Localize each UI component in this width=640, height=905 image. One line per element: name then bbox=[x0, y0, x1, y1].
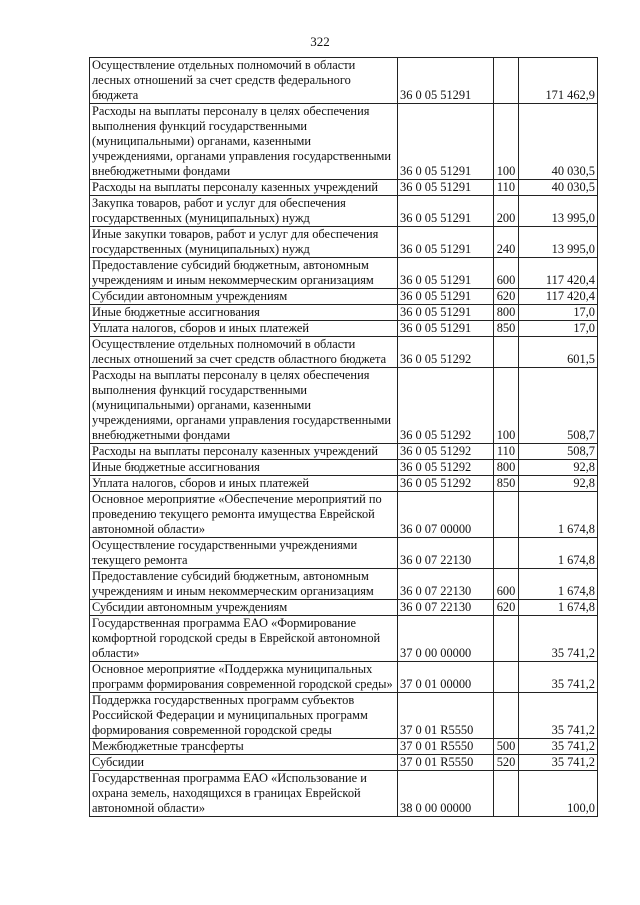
expense-type-cell: 620 bbox=[494, 289, 519, 305]
target-code-cell: 36 0 05 51292 bbox=[398, 368, 494, 444]
target-code-cell: 36 0 05 51291 bbox=[398, 321, 494, 337]
amount-cell: 508,7 bbox=[519, 368, 598, 444]
table-row bbox=[90, 616, 598, 662]
table-row bbox=[90, 538, 598, 569]
table-row bbox=[90, 227, 598, 258]
table-row bbox=[90, 196, 598, 227]
amount-cell: 1 674,8 bbox=[519, 600, 598, 616]
amount-cell: 35 741,2 bbox=[519, 755, 598, 771]
expense-name-cell: Субсидии автономным учреждениям bbox=[90, 600, 398, 616]
expense-type-cell bbox=[494, 538, 519, 569]
table-row bbox=[90, 444, 598, 460]
table-row bbox=[90, 258, 598, 289]
expense-type-cell: 100 bbox=[494, 104, 519, 180]
amount-cell: 35 741,2 bbox=[519, 662, 598, 693]
expense-name-cell: Основное мероприятие «Обеспечение мероприятий по проведению текущего ремонта имущества Еврейской автономной области» bbox=[90, 492, 398, 538]
expense-name-cell: Уплата налогов, сборов и иных платежей bbox=[90, 476, 398, 492]
expense-type-cell: 620 bbox=[494, 600, 519, 616]
target-code-cell: 36 0 07 22130 bbox=[398, 569, 494, 600]
amount-cell: 17,0 bbox=[519, 321, 598, 337]
expense-type-cell: 500 bbox=[494, 739, 519, 755]
amount-cell: 13 995,0 bbox=[519, 227, 598, 258]
expense-type-cell bbox=[494, 771, 519, 817]
amount-cell: 1 674,8 bbox=[519, 538, 598, 569]
target-code-cell: 36 0 05 51291 bbox=[398, 104, 494, 180]
amount-cell: 35 741,2 bbox=[519, 739, 598, 755]
target-code-cell: 36 0 05 51291 bbox=[398, 305, 494, 321]
expense-type-cell: 100 bbox=[494, 368, 519, 444]
expense-type-cell bbox=[494, 337, 519, 368]
expense-name-cell: Осуществление государственными учреждениями текущего ремонта bbox=[90, 538, 398, 569]
amount-cell: 117 420,4 bbox=[519, 258, 598, 289]
expense-type-cell: 800 bbox=[494, 460, 519, 476]
target-code-cell: 36 0 07 22130 bbox=[398, 538, 494, 569]
expense-name-cell: Иные закупки товаров, работ и услуг для обеспечения государственных (муниципальных) нужд bbox=[90, 227, 398, 258]
expense-type-cell: 850 bbox=[494, 321, 519, 337]
target-code-cell: 36 0 05 51291 bbox=[398, 289, 494, 305]
table-row bbox=[90, 337, 598, 368]
table-row bbox=[90, 739, 598, 755]
budget-table bbox=[89, 57, 598, 817]
expense-name-cell: Предоставление субсидий бюджетным, автономным учреждениям и иным некоммерческим организациям bbox=[90, 258, 398, 289]
table-row bbox=[90, 693, 598, 739]
table-row bbox=[90, 460, 598, 476]
expense-type-cell: 240 bbox=[494, 227, 519, 258]
table-row bbox=[90, 104, 598, 180]
table-row bbox=[90, 58, 598, 104]
target-code-cell: 37 0 00 00000 bbox=[398, 616, 494, 662]
target-code-cell: 36 0 05 51292 bbox=[398, 460, 494, 476]
expense-type-cell: 200 bbox=[494, 196, 519, 227]
amount-cell: 1 674,8 bbox=[519, 492, 598, 538]
amount-cell: 17,0 bbox=[519, 305, 598, 321]
expense-type-cell: 600 bbox=[494, 569, 519, 600]
target-code-cell: 37 0 01 R5550 bbox=[398, 693, 494, 739]
budget-table-body bbox=[90, 58, 598, 817]
expense-type-cell: 110 bbox=[494, 444, 519, 460]
expense-name-cell: Расходы на выплаты персоналу в целях обеспечения выполнения функций государственными (муниципальными) органами, казенными учреждениями, органами управления государственными внебюджетными фондами bbox=[90, 368, 398, 444]
amount-cell: 171 462,9 bbox=[519, 58, 598, 104]
target-code-cell: 38 0 00 00000 bbox=[398, 771, 494, 817]
expense-name-cell: Расходы на выплаты персоналу казенных учреждений bbox=[90, 180, 398, 196]
target-code-cell: 36 0 07 00000 bbox=[398, 492, 494, 538]
expense-type-cell: 600 bbox=[494, 258, 519, 289]
amount-cell: 117 420,4 bbox=[519, 289, 598, 305]
table-row bbox=[90, 289, 598, 305]
table-row bbox=[90, 476, 598, 492]
page-number: 322 bbox=[310, 34, 330, 49]
expense-type-cell bbox=[494, 58, 519, 104]
target-code-cell: 37 0 01 R5550 bbox=[398, 755, 494, 771]
expense-name-cell: Уплата налогов, сборов и иных платежей bbox=[90, 321, 398, 337]
table-row bbox=[90, 662, 598, 693]
expense-name-cell: Межбюджетные трансферты bbox=[90, 739, 398, 755]
amount-cell: 1 674,8 bbox=[519, 569, 598, 600]
target-code-cell: 36 0 05 51292 bbox=[398, 444, 494, 460]
expense-type-cell bbox=[494, 492, 519, 538]
amount-cell: 40 030,5 bbox=[519, 104, 598, 180]
expense-name-cell: Иные бюджетные ассигнования bbox=[90, 305, 398, 321]
expense-name-cell: Осуществление отдельных полномочий в области лесных отношений за счет средств федерального бюджета bbox=[90, 58, 398, 104]
table-row bbox=[90, 368, 598, 444]
expense-name-cell: Основное мероприятие «Поддержка муниципальных программ формирования современной городской среды» bbox=[90, 662, 398, 693]
table-row bbox=[90, 771, 598, 817]
target-code-cell: 36 0 07 22130 bbox=[398, 600, 494, 616]
target-code-cell: 37 0 01 R5550 bbox=[398, 739, 494, 755]
expense-name-cell: Осуществление отдельных полномочий в области лесных отношений за счет средств областного бюджета bbox=[90, 337, 398, 368]
amount-cell: 508,7 bbox=[519, 444, 598, 460]
target-code-cell: 36 0 05 51291 bbox=[398, 58, 494, 104]
target-code-cell: 36 0 05 51291 bbox=[398, 180, 494, 196]
table-row bbox=[90, 492, 598, 538]
expense-type-cell: 520 bbox=[494, 755, 519, 771]
amount-cell: 92,8 bbox=[519, 476, 598, 492]
expense-type-cell bbox=[494, 616, 519, 662]
amount-cell: 92,8 bbox=[519, 460, 598, 476]
expense-name-cell: Закупка товаров, работ и услуг для обеспечения государственных (муниципальных) нужд bbox=[90, 196, 398, 227]
target-code-cell: 36 0 05 51291 bbox=[398, 258, 494, 289]
expense-type-cell bbox=[494, 662, 519, 693]
expense-name-cell: Государственная программа ЕАО «Формирование комфортной городской среды в Еврейской автономной области» bbox=[90, 616, 398, 662]
expense-name-cell: Иные бюджетные ассигнования bbox=[90, 460, 398, 476]
table-row bbox=[90, 321, 598, 337]
expense-type-cell bbox=[494, 693, 519, 739]
amount-cell: 100,0 bbox=[519, 771, 598, 817]
table-row bbox=[90, 569, 598, 600]
table-row bbox=[90, 755, 598, 771]
amount-cell: 35 741,2 bbox=[519, 693, 598, 739]
expense-name-cell: Поддержка государственных программ субъектов Российской Федерации и муниципальных программ формирования современной городской среды bbox=[90, 693, 398, 739]
expense-type-cell: 800 bbox=[494, 305, 519, 321]
expense-name-cell: Субсидии автономным учреждениям bbox=[90, 289, 398, 305]
expense-name-cell: Субсидии bbox=[90, 755, 398, 771]
expense-name-cell: Расходы на выплаты персоналу казенных учреждений bbox=[90, 444, 398, 460]
target-code-cell: 36 0 05 51291 bbox=[398, 227, 494, 258]
amount-cell: 35 741,2 bbox=[519, 616, 598, 662]
table-row bbox=[90, 305, 598, 321]
expense-name-cell: Расходы на выплаты персоналу в целях обеспечения выполнения функций государственными (муниципальными) органами, казенными учреждениями, органами управления государственными внебюджетными фондами bbox=[90, 104, 398, 180]
amount-cell: 13 995,0 bbox=[519, 196, 598, 227]
target-code-cell: 36 0 05 51292 bbox=[398, 337, 494, 368]
amount-cell: 601,5 bbox=[519, 337, 598, 368]
target-code-cell: 36 0 05 51291 bbox=[398, 196, 494, 227]
target-code-cell: 37 0 01 00000 bbox=[398, 662, 494, 693]
target-code-cell: 36 0 05 51292 bbox=[398, 476, 494, 492]
expense-type-cell: 110 bbox=[494, 180, 519, 196]
table-row bbox=[90, 180, 598, 196]
amount-cell: 40 030,5 bbox=[519, 180, 598, 196]
expense-name-cell: Государственная программа ЕАО «Использование и охрана земель, находящихся в границах Еврейской автономной области» bbox=[90, 771, 398, 817]
table-row bbox=[90, 600, 598, 616]
expense-type-cell: 850 bbox=[494, 476, 519, 492]
expense-name-cell: Предоставление субсидий бюджетным, автономным учреждениям и иным некоммерческим организациям bbox=[90, 569, 398, 600]
